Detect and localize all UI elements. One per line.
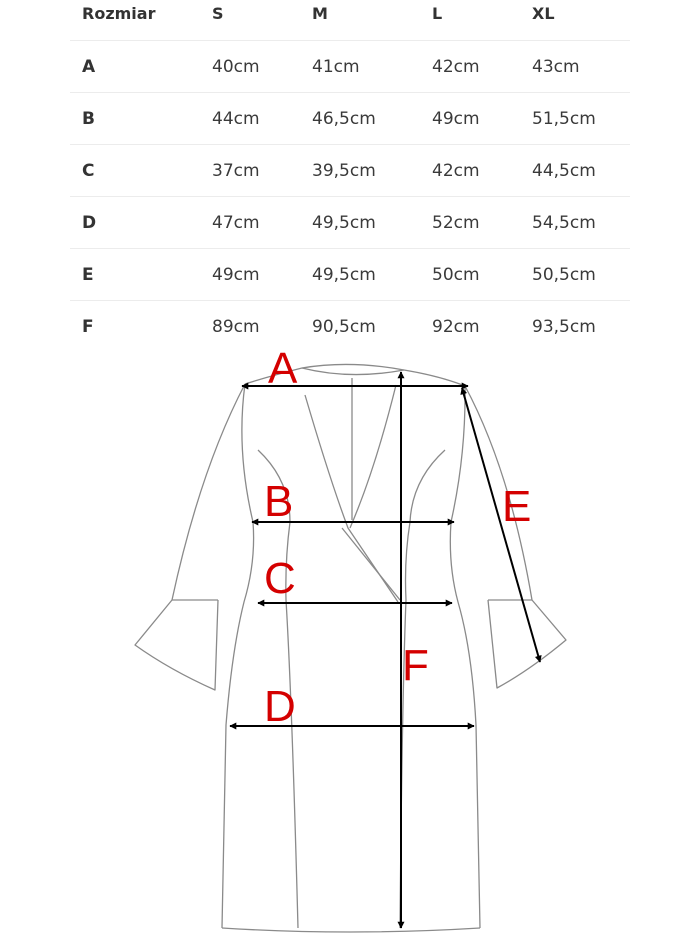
measure-value: 50,5cm bbox=[532, 249, 630, 301]
size-header-label: Rozmiar bbox=[70, 0, 212, 41]
measure-label: E bbox=[70, 249, 212, 301]
hem bbox=[222, 928, 480, 932]
measure-value: 51,5cm bbox=[532, 93, 630, 145]
measure-value: 40cm bbox=[212, 41, 312, 93]
table-row bbox=[70, 41, 630, 93]
measure-value: 90,5cm bbox=[312, 316, 376, 337]
measure-value: 49cm bbox=[432, 93, 532, 145]
measure-value: 39,5cm bbox=[312, 145, 432, 197]
measure-label: F bbox=[82, 316, 94, 337]
label-b: B bbox=[264, 477, 294, 526]
size-header-l: L bbox=[432, 0, 532, 41]
table-row bbox=[70, 197, 630, 249]
measure-value: 49,5cm bbox=[312, 249, 432, 301]
measure-value: 49,5cm bbox=[312, 197, 432, 249]
measurement-labels bbox=[264, 344, 531, 731]
table-row bbox=[70, 145, 630, 197]
table-row bbox=[70, 249, 630, 301]
label-f: F bbox=[402, 641, 429, 690]
right-side-seam bbox=[450, 386, 480, 928]
size-chart-table bbox=[70, 0, 630, 352]
measure-value: 46,5cm bbox=[312, 93, 432, 145]
label-a: A bbox=[268, 344, 298, 393]
measure-value: 93,5cm bbox=[532, 316, 596, 337]
measure-label: C bbox=[70, 145, 212, 197]
dress-outline bbox=[135, 364, 566, 932]
size-header-row bbox=[70, 0, 630, 41]
measure-value: 92cm bbox=[432, 316, 480, 337]
measure-value: 50cm bbox=[432, 249, 532, 301]
measure-value: 37cm bbox=[212, 145, 312, 197]
left-side-seam bbox=[222, 384, 254, 928]
measure-value: 49cm bbox=[212, 249, 312, 301]
measure-value: 42cm bbox=[432, 41, 532, 93]
label-e: E bbox=[502, 482, 532, 531]
size-header-m: M bbox=[312, 0, 432, 41]
measure-value: 52cm bbox=[432, 197, 532, 249]
size-header-s: S bbox=[212, 0, 312, 41]
measure-label: A bbox=[70, 41, 212, 93]
dress-measurement-diagram bbox=[0, 340, 700, 933]
measure-value: 47cm bbox=[212, 197, 312, 249]
measure-value: 42cm bbox=[432, 145, 532, 197]
left-sleeve bbox=[135, 384, 245, 690]
measure-value: 44,5cm bbox=[532, 145, 630, 197]
size-header-xl: XL bbox=[532, 0, 630, 41]
measure-value: 41cm bbox=[312, 41, 432, 93]
measure-value: 43cm bbox=[532, 41, 630, 93]
measure-value: 54,5cm bbox=[532, 197, 630, 249]
label-d: D bbox=[264, 682, 296, 731]
measure-value: 89cm bbox=[212, 316, 260, 337]
measure-label: D bbox=[70, 197, 212, 249]
label-c: C bbox=[264, 554, 296, 603]
measure-label: B bbox=[70, 93, 212, 145]
measure-value: 44cm bbox=[212, 93, 312, 145]
table-row bbox=[70, 93, 630, 145]
right-sleeve bbox=[465, 386, 566, 688]
